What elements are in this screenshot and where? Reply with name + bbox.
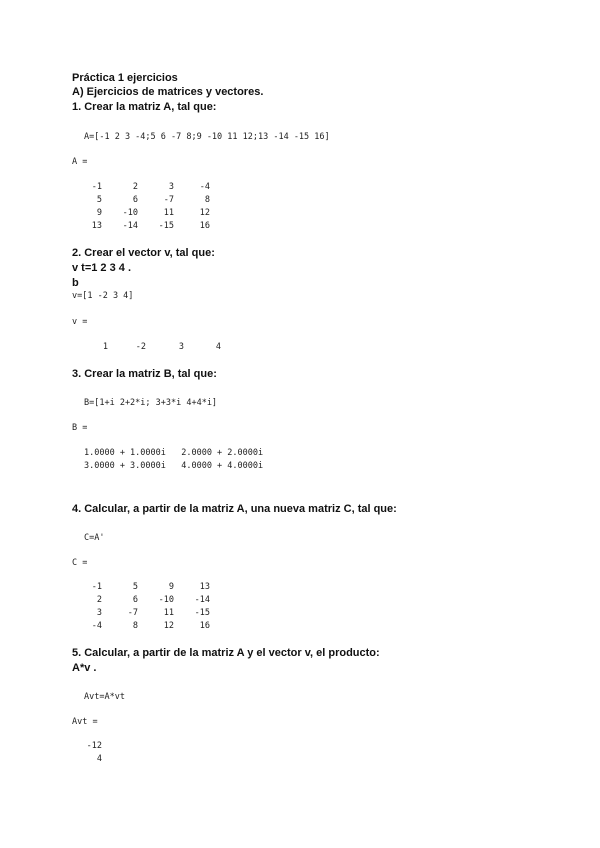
exercise-3-heading: 3. Crear la matriz B, tal que:	[72, 368, 217, 380]
product-cell: 4	[96, 754, 102, 764]
exercise-4-heading: 4. Calcular, a partir de la matriz A, una nueva matriz C, tal que:	[72, 503, 397, 515]
vector-cell: 1	[102, 342, 108, 352]
exercise-3-command: B=[1+i 2+2*i; 3+3*i 4+4*i]	[84, 398, 218, 408]
vector-cell: 4	[215, 342, 221, 352]
vector-cell: 3	[178, 342, 184, 352]
exercise-2-heading: 2. Crear el vector v, tal que:	[72, 247, 215, 259]
exercise-5-line: A*v .	[72, 662, 97, 674]
matrix-b-row: 1.0000 + 1.0000i 2.0000 + 2.0000i	[84, 448, 264, 458]
matrix-cell: 3	[168, 182, 174, 192]
section-heading: A) Ejercicios de matrices y vectores.	[72, 86, 264, 98]
exercise-4-command: C=A'	[84, 533, 105, 543]
matrix-cell: 6	[132, 595, 138, 605]
matrix-cell: -7	[127, 608, 138, 618]
exercise-2-output-label: v =	[72, 317, 88, 327]
matrix-cell: -15	[194, 608, 210, 618]
product-cell: -12	[86, 741, 102, 751]
matrix-cell: 13	[199, 582, 210, 592]
exercise-4-output-label: C =	[72, 558, 88, 568]
matrix-cell: 5	[96, 195, 102, 205]
matrix-cell: -1	[91, 182, 102, 192]
matrix-cell: -4	[199, 182, 210, 192]
exercise-5-command: Avt=A*vt	[84, 692, 125, 702]
doc-title: Práctica 1 ejercicios	[72, 72, 178, 84]
exercise-2-line: b	[72, 277, 79, 289]
exercise-2-line: v t=1 2 3 4 .	[72, 262, 132, 274]
matrix-cell: 2	[96, 595, 102, 605]
matrix-cell: -10	[122, 208, 138, 218]
matrix-cell: -10	[158, 595, 174, 605]
exercise-5-output-label: Avt =	[72, 717, 98, 727]
matrix-cell: -14	[122, 221, 138, 231]
exercise-1-heading: 1. Crear la matriz A, tal que:	[72, 101, 217, 113]
matrix-cell: 11	[163, 208, 174, 218]
matrix-cell: 3	[96, 608, 102, 618]
matrix-cell: 16	[199, 621, 210, 631]
vector-cell: -2	[135, 342, 146, 352]
matrix-cell: 16	[199, 221, 210, 231]
matrix-cell: 8	[132, 621, 138, 631]
exercise-5-heading: 5. Calcular, a partir de la matriz A y el vector v, el producto:	[72, 647, 380, 659]
matrix-cell: 9	[96, 208, 102, 218]
matrix-cell: -4	[91, 621, 102, 631]
matrix-cell: 9	[168, 582, 174, 592]
matrix-cell: -15	[158, 221, 174, 231]
matrix-b-row: 3.0000 + 3.0000i 4.0000 + 4.0000i	[84, 461, 264, 471]
exercise-2-command: v=[1 -2 3 4]	[72, 291, 134, 301]
matrix-cell: -14	[194, 595, 210, 605]
matrix-cell: 6	[132, 195, 138, 205]
matrix-cell: -1	[91, 582, 102, 592]
matrix-cell: 13	[91, 221, 102, 231]
matrix-cell: 12	[163, 621, 174, 631]
matrix-cell: 12	[199, 208, 210, 218]
matrix-cell: 11	[163, 608, 174, 618]
exercise-1-command: A=[-1 2 3 -4;5 6 -7 8;9 -10 11 12;13 -14 -15 16]	[84, 132, 330, 142]
matrix-cell: 8	[204, 195, 210, 205]
exercise-3-output-label: B =	[72, 423, 88, 433]
matrix-cell: -7	[163, 195, 174, 205]
matrix-cell: 5	[132, 582, 138, 592]
matrix-cell: 2	[132, 182, 138, 192]
exercise-1-output-label: A =	[72, 157, 88, 167]
